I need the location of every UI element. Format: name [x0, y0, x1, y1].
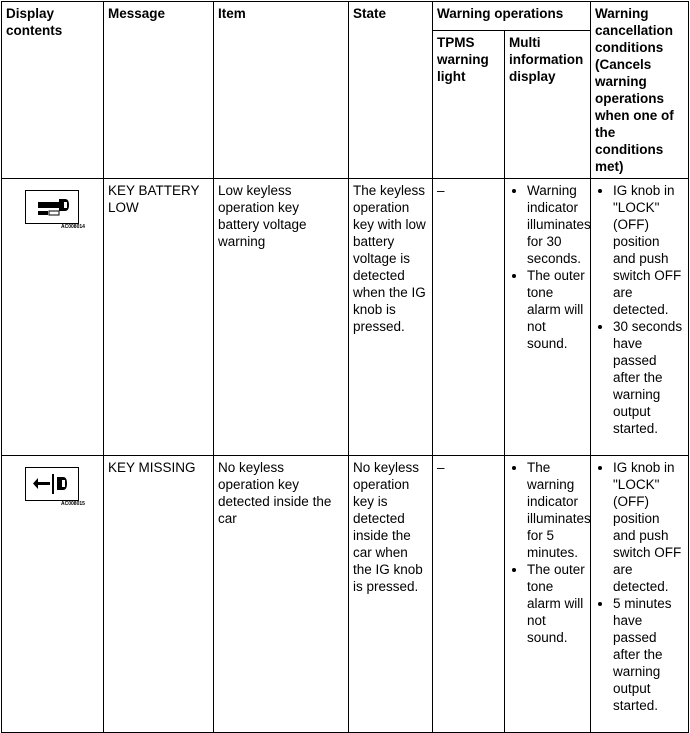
list-item: • 30 seconds have passed after the warning output started.: [613, 318, 684, 437]
key-missing-icon: [25, 467, 79, 501]
header-item: Item: [214, 2, 349, 179]
icon-code: AC008014: [61, 224, 85, 230]
item-cell: Low keyless operation key battery voltage warning: [214, 179, 349, 456]
table-row: [2, 456, 689, 733]
message-cell: KEY BATTERY LOW: [104, 179, 214, 456]
header-tpms-warning-light: TPMS warning light: [433, 31, 505, 179]
item-cell: No keyless operation key detected inside the car: [214, 456, 349, 733]
header-message: Message: [104, 2, 214, 179]
message-cell: KEY MISSING: [104, 456, 214, 733]
list-item: • IG knob in "LOCK" (OFF) position and push switch OFF are detected.: [613, 459, 684, 595]
list-item: • The warning indicator illuminates for 5 minutes.: [527, 459, 586, 561]
list-item: • 5 minutes have passed after the warning output started.: [613, 595, 684, 714]
state-cell: The keyless operation key with low battery voltage is detected when the IG knob is pressed.: [349, 179, 433, 456]
tpms-cell: –: [433, 179, 505, 456]
key-battery-low-icon: [25, 190, 79, 224]
list-item: • The outer tone alarm will not sound.: [527, 267, 586, 352]
tpms-cell: –: [433, 456, 505, 733]
icon-code: AC008015: [61, 501, 85, 507]
list-item: • The outer tone alarm will not sound.: [527, 561, 586, 646]
header-state: State: [349, 2, 433, 179]
header-multi-information-display: Multi information display: [505, 31, 591, 179]
table-row: [2, 179, 689, 456]
header-cancellation-conditions: Warning cancellation conditions (Cancels warning operations when one of the conditions met): [591, 2, 689, 179]
multi-info-cell: [505, 179, 591, 456]
list-item: • Warning indicator illuminates for 30 seconds.: [527, 182, 586, 267]
header-display-contents: Display contents: [2, 2, 104, 179]
state-cell: No keyless operation key is detected inside the car when the IG knob is pressed.: [349, 456, 433, 733]
warning-table: [1, 1, 689, 733]
cancel-cell: [591, 456, 689, 733]
display-contents-cell: [2, 456, 104, 733]
list-item: • IG knob in "LOCK" (OFF) position and push switch OFF are detected.: [613, 182, 684, 318]
cancel-cell: [591, 179, 689, 456]
header-warning-operations: Warning operations: [433, 2, 591, 31]
display-contents-cell: [2, 179, 104, 456]
multi-info-cell: [505, 456, 591, 733]
